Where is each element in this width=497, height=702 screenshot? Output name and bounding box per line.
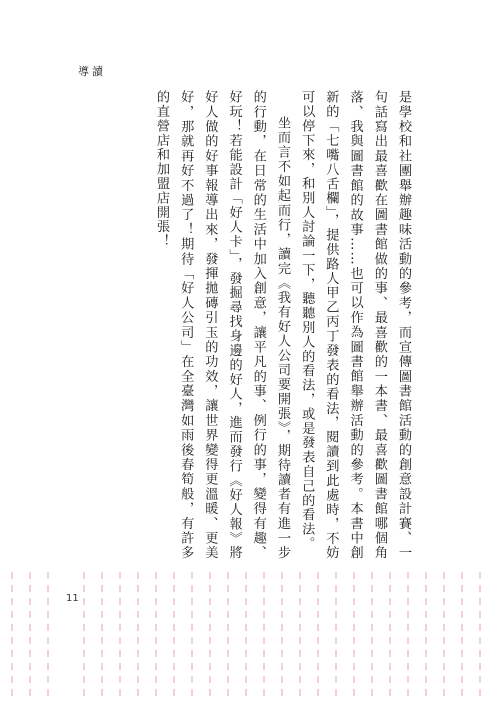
- page-number: 11: [66, 593, 79, 604]
- running-title: 導讀: [78, 65, 106, 78]
- paragraph-1: 是學校和社團舉辦趣味活動的參考，而宣傳圖書館活動的創意設計賽、一句話寫出最喜歡在圖書館做的事、最喜歡的一本書、最喜歡圖書館哪個角落、我與圖書館的故事……也可以作為圖書館舉辦活動的參考。本書中創新的「七嘴八舌欄」，提供路人甲乙丙丁發表的看法，閱讀到此處時，不妨可以停下來，和別人討論一下，聽聽別人的看法，或是發表自己的看法。: [299, 90, 411, 560]
- body-text: [149, 90, 415, 560]
- dashed-decoration-strip: [0, 572, 497, 702]
- paragraph-2: 坐而言不如起而行，讀完《我有好人公司要開張》，期待讀者有進一步的行動，在日常的生活中加入創意，讓平凡的事、例行的事，變得有趣、好玩！若能設計「好人卡」，發掘尋找身邊的好人，進而發行《好人報》將好人做的好事報導出來，發揮拋磚引玉的功效，讓世界變得更溫暖、更美好，那就再好不過了！期待「好人公司」在全臺灣如雨後春筍般，有許多的直營店和加盟店開張！: [153, 90, 290, 560]
